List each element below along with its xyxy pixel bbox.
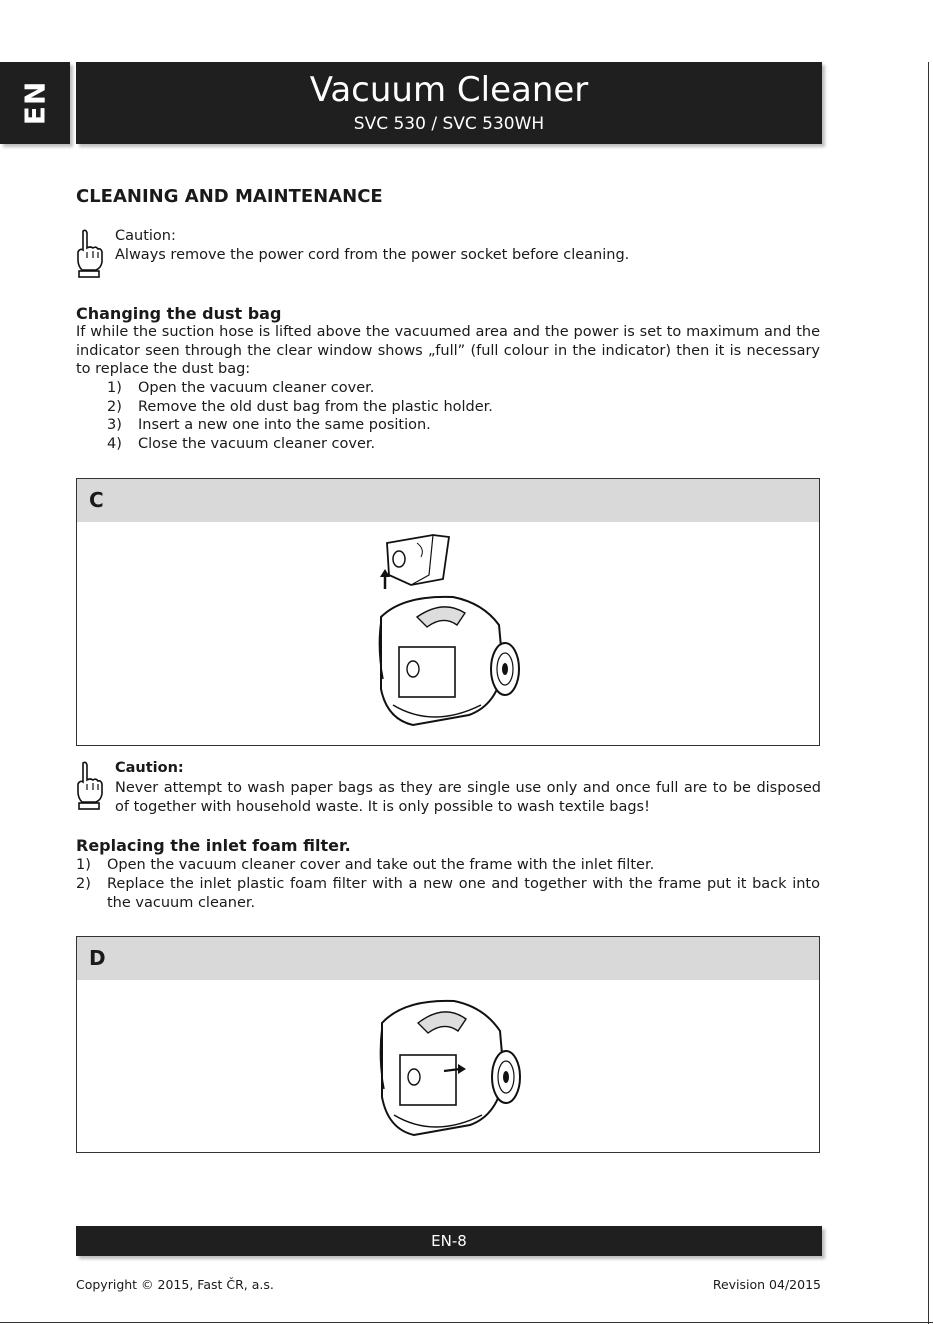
page-bottom-rule: [0, 1322, 933, 1323]
list-item-number: 4): [107, 436, 122, 452]
page-number: EN-8: [431, 1232, 467, 1250]
caution-title: Caution:: [115, 760, 184, 776]
pointing-hand-icon: [74, 228, 104, 280]
copyright-text: Copyright © 2015, Fast ČR, a.s.: [76, 1277, 274, 1292]
figure-d: [76, 936, 820, 1153]
vacuum-filter-illustration: [374, 989, 522, 1145]
figure-label: C: [89, 488, 104, 512]
document-title: Vacuum Cleaner: [309, 70, 589, 110]
list-item-text: Open the vacuum cleaner cover.: [138, 380, 375, 396]
header-bar: [76, 62, 822, 144]
figure-header: [77, 937, 819, 980]
caution-text: Always remove the power cord from the power socket before cleaning.: [115, 247, 630, 263]
list-item-number: 1): [107, 380, 122, 396]
foam-filter-heading: Replacing the inlet foam filter.: [76, 836, 351, 855]
list-item-number: 1): [76, 857, 91, 873]
list-item-text: Replace the inlet plastic foam filter with a new one and together with the frame put it back into the vacuum cleaner.: [107, 876, 820, 911]
vacuum-dust-bag-illustration: [373, 529, 523, 737]
model-subtitle: SVC 530 / SVC 530WH: [353, 114, 545, 134]
figure-label: D: [89, 946, 106, 970]
figure-c: [76, 478, 820, 746]
section-title: CLEANING AND MAINTENANCE: [76, 186, 383, 207]
list-item-number: 3): [107, 417, 122, 433]
page-edge-rule: [928, 62, 929, 1324]
dust-bag-heading: Changing the dust bag: [76, 304, 282, 323]
figure-header: [77, 479, 819, 522]
list-item-text: Insert a new one into the same position.: [138, 417, 431, 433]
revision-text: Revision 04/2015: [712, 1277, 821, 1292]
list-item-number: 2): [107, 399, 122, 415]
footer-bar: [76, 1226, 822, 1256]
language-tab: [0, 62, 70, 144]
language-label: EN: [18, 80, 52, 126]
caution-title: Caution:: [115, 228, 176, 244]
list-item-text: Close the vacuum cleaner cover.: [138, 436, 376, 452]
caution-text: Never attempt to wash paper bags as they are single use only and once full are to be disposed of together with household waste. It is only possible to wash textile bags!: [115, 780, 821, 815]
pointing-hand-icon: [74, 760, 104, 812]
list-item-text: Remove the old dust bag from the plastic holder.: [138, 399, 493, 415]
list-item-number: 2): [76, 876, 91, 892]
list-item-text: Open the vacuum cleaner cover and take out the frame with the inlet filter.: [107, 857, 655, 873]
dust-bag-intro: If while the suction hose is lifted above the vacuumed area and the power is set to maximum and the indicator seen through the clear window shows „full” (full colour in the indicator) then it is necessary to replace the dust bag:: [76, 324, 820, 378]
